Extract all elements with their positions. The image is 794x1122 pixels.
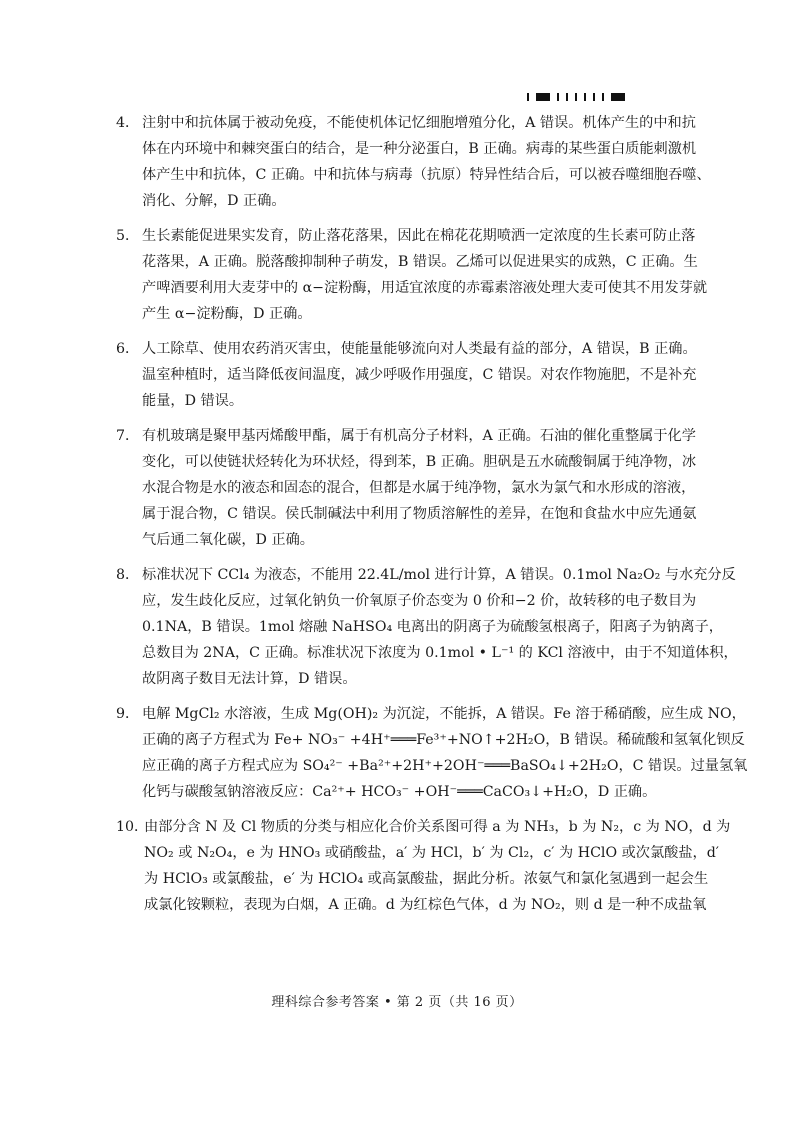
answer-line: 消化、分解，D 正确。 [142, 193, 286, 209]
question-number: 10． [116, 819, 149, 835]
header-barcode [527, 93, 632, 101]
answer-item [116, 336, 710, 414]
answer-content [116, 110, 748, 927]
answer-item [116, 110, 710, 214]
answer-item [116, 562, 738, 692]
answer-line: 化钙与碳酸氢钠溶液反应：Ca²⁺+ HCO₃⁻ +OH⁻═══CaCO₃↓+H₂O，D 正确。 [142, 784, 657, 800]
answer-line: 正确的离子方程式为 Fe+ NO₃⁻ +4H⁺═══Fe³⁺+NO↑+2H₂O，B 错误。稀硫酸和氢氧化钡反 [142, 732, 745, 748]
answer-item [116, 814, 731, 918]
answer-line: 有机玻璃是聚甲基丙烯酸甲酯，属于有机高分子材料，A 正确。石油的催化重整属于化学 [142, 428, 696, 444]
answer-line: 气后通二氧化碳，D 正确。 [142, 532, 314, 548]
answer-line: 总数目为 2NA，C 正确。标准状况下浓度为 0.1mol • L⁻¹ 的 KCl 溶液中，由于不知道体积， [142, 645, 738, 661]
answer-item [116, 423, 710, 553]
question-number: 6． [116, 341, 140, 357]
answer-line: 0.1NA，B 错误。1mol 熔融 NaHSO₄ 电离出的阴离子为硫酸氢根离子，阳离子为钠离子， [142, 619, 723, 635]
answer-line: 电解 MgCl₂ 水溶液，生成 Mg(OH)₂ 为沉淀，不能拆，A 错误。Fe 溶于稀硝酸，应生成 NO， [142, 706, 746, 722]
answer-line: 产生 α−淀粉酶，D 正确。 [142, 306, 312, 322]
answer-line: 能量，D 错误。 [142, 393, 244, 409]
answer-line: 水混合物是水的液态和固态的混合，但都是水属于纯净物，氯水为氯气和水形成的溶液， [142, 480, 696, 496]
answer-item [116, 701, 748, 805]
answer-line: 成氯化铵颗粒，表现为白烟，A 正确。d 为红棕色气体，d 为 NO₂，则 d 是一种不成盐氧 [144, 897, 707, 913]
answer-line: 由部分含 N 及 Cl 物质的分类与相应化合价关系图可得 a 为 NH₃，b 为 N₂，c 为 NO，d 为 [144, 819, 731, 835]
answer-line: 变化，可以使链状烃转化为环状烃，得到苯，B 正确。胆矾是五水硫酸铜属于纯净物，冰 [142, 454, 697, 470]
answer-line: 为 HClO₃ 或氯酸盐，e′ 为 HClO₄ 或高氯酸盐，据此分析。浓氨气和氯化氢遇到一起会生 [144, 871, 709, 887]
answer-line: 温室种植时，适当降低夜间温度，减少呼吸作用强度，C 错误。对农作物施肥，不是补充 [142, 367, 697, 383]
question-number: 8． [116, 567, 140, 583]
answer-line: 生长素能促进果实发育，防止落花落果，因此在棉花花期喷洒一定浓度的生长素可防止落 [142, 228, 696, 244]
answer-item [116, 223, 710, 327]
question-number: 9． [116, 706, 140, 722]
question-number: 4． [116, 115, 140, 131]
answer-line: NO₂ 或 N₂O₄，e 为 HNO₃ 或硝酸盐，a′ 为 HCl，b′ 为 Cl₂，c′ 为 HClO 或次氯酸盐，d′ [144, 845, 720, 861]
answer-line: 产啤酒要利用大麦芽中的 α−淀粉酶，用适宜浓度的赤霉素溶液处理大麦可使其不用发芽就 [142, 280, 708, 296]
question-number: 7． [116, 428, 140, 444]
question-number: 5． [116, 228, 140, 244]
answer-line: 故阴离子数目无法计算，D 错误。 [142, 671, 357, 687]
answer-line: 标准状况下 CCl₄ 为液态，不能用 22.4L/mol 进行计算，A 错误。0.1mol Na₂O₂ 与水充分反 [142, 567, 736, 583]
answer-line: 体在内环境中和棘突蛋白的结合，是一种分泌蛋白，B 正确。病毒的某些蛋白质能刺激机 [142, 141, 697, 157]
answer-line: 注射中和抗体属于被动免疫，不能使机体记忆细胞增殖分化，A 错误。机体产生的中和抗 [142, 115, 696, 131]
answer-line: 花落果，A 正确。脱落酸抑制种子萌发，B 错误。乙烯可以促进果实的成熟，C 正确。生 [142, 254, 698, 270]
answer-line: 属于混合物，C 错误。侯氏制碱法中利用了物质溶解性的差异，在饱和食盐水中应先通氨 [142, 506, 697, 522]
answer-line: 体产生中和抗体，C 正确。中和抗体与病毒（抗原）特异性结合后，可以被吞噬细胞吞噬、 [142, 167, 711, 183]
answer-line: 应，发生歧化反应，过氧化钠负一价氧原子价态变为 0 价和−2 价，故转移的电子数目为 [142, 593, 697, 609]
answer-line: 应正确的离子方程式应为 SO₄²⁻ +Ba²⁺+2H⁺+2OH⁻═══BaSO₄↓+2H₂O，C 错误。过量氢氧 [142, 758, 748, 774]
answer-line: 人工除草、使用农药消灭害虫，使能量能够流向对人类最有益的部分，A 错误，B 正确。 [142, 341, 697, 357]
page-footer: 理科综合参考答案 • 第 2 页（共 16 页） [271, 995, 523, 1010]
